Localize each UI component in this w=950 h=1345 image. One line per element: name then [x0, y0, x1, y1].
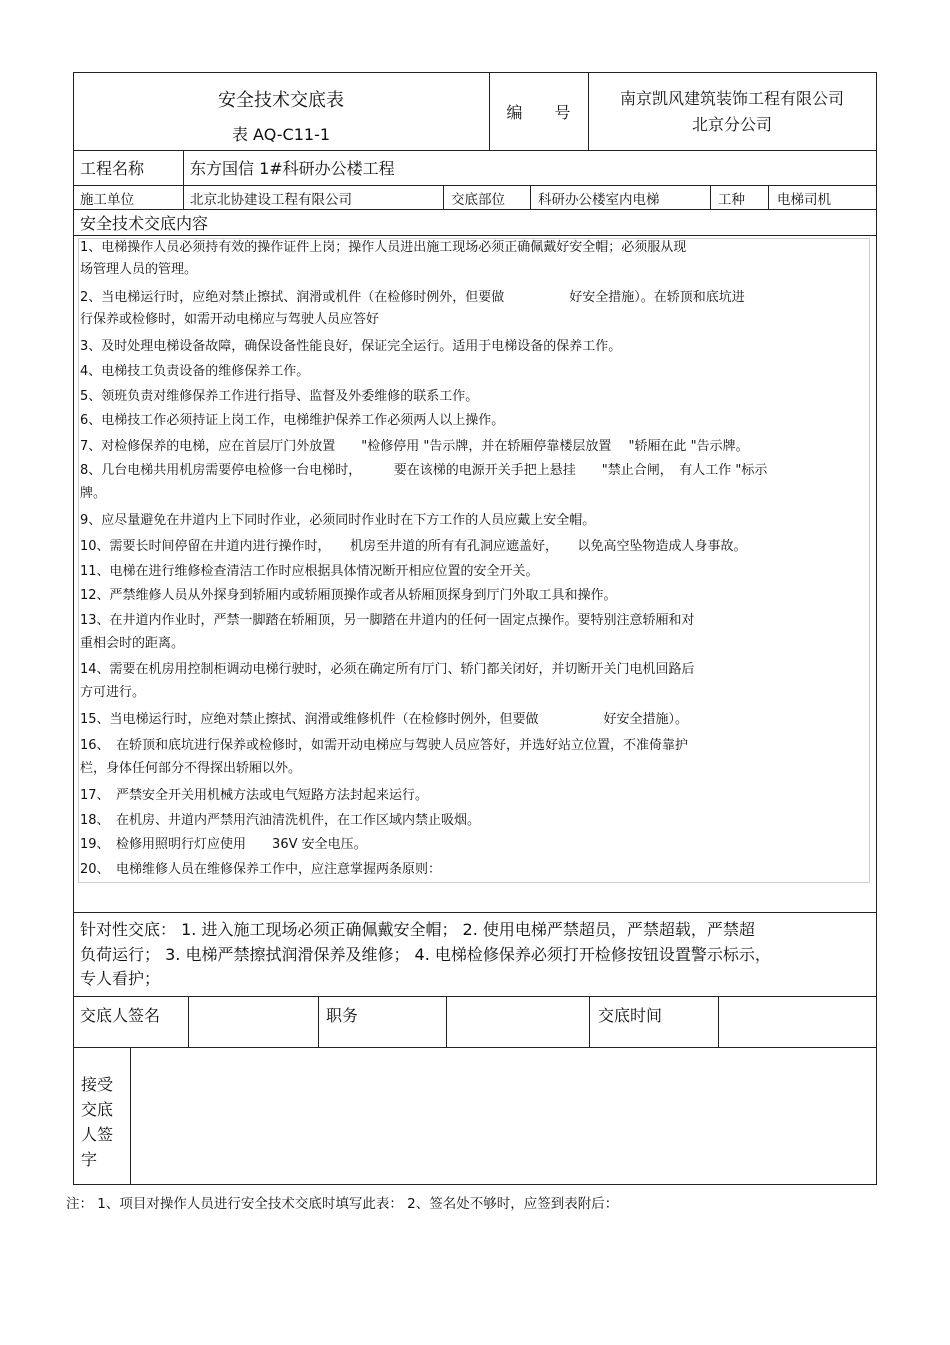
content-line: 重相会时的距离。 [80, 636, 185, 651]
content-line: 2、当电梯运行时，应绝对禁止擦拭、润滑或机件（在检修时例外，但要做 好安全措施）。在轿顶和底坑进 [80, 290, 745, 305]
targeted-line-1: 针对性交底： 1. 进入施工现场必须正确佩戴安全帽； 2. 使用电梯严禁超员，严禁超载，严禁超 [80, 920, 755, 939]
receiver-label: 接受 [81, 1075, 114, 1094]
footnote: 注： 1、项目对操作人员进行安全技术交底时填写此表： 2、签名处不够时，应签到表附后： [66, 1196, 619, 1212]
part-value: 科研办公楼室内电梯 [538, 192, 660, 208]
content-line: 4、电梯技工负责设备的维修保养工作。 [80, 364, 310, 379]
content-line: 19、 检修用照明行灯应使用 36V 安全电压。 [80, 837, 367, 852]
trade-label: 工种 [718, 192, 745, 208]
content-line: 10、需要长时间停留在井道内进行操作时， 机房至井道的所有有孔洞应遮盖好， 以免高空坠物造成人身事故。 [80, 539, 747, 554]
number-label: 编 号 [506, 103, 571, 122]
content-line: 12、严禁维修人员从外探身到轿厢内或轿厢顶操作或者从轿厢顶探身到厅门外取工具和操作。 [80, 588, 617, 603]
project-name-value: 东方国信 1#科研办公楼工程 [190, 159, 395, 178]
content-line: 6、电梯技工作必须持证上岗工作，电梯维护保养工作必须两人以上操作。 [80, 413, 505, 428]
content-line: 3、及时处理电梯设备故障，确保设备性能良好，保证完全运行。适用于电梯设备的保养工作。 [80, 339, 622, 354]
form-title: 安全技术交底表 [218, 90, 344, 111]
content-line: 18、 在机房、井道内严禁用汽油清洗机件，在工作区域内禁止吸烟。 [80, 813, 481, 828]
giver-signature-field[interactable] [190, 998, 316, 1045]
content-heading: 安全技术交底内容 [80, 214, 209, 233]
content-line: 7、对检修保养的电梯，应在首层厅门外放置 "检修停用 "告示牌，并在轿厢停靠楼层放置 "轿厢在此 "告示牌。 [80, 439, 749, 454]
content-line: 1、电梯操作人员必须持有效的操作证件上岗；操作人员进出施工现场必须正确佩戴好安全帽；必须服从现 [80, 240, 687, 255]
content-line: 栏，身体任何部分不得探出轿厢以外。 [80, 761, 302, 776]
project-name-label: 工程名称 [80, 159, 145, 178]
content-line: 9、应尽量避免在井道内上下同时作业，必须同时作业时在下方工作的人员应戴上安全帽。 [80, 513, 596, 528]
time-field[interactable] [720, 998, 874, 1045]
company-branch: 北京分公司 [691, 115, 772, 134]
content-line: 8、几台电梯共用机房需要停电检修一台电梯时， 要在该梯的电源开关手把上悬挂 "禁止合闸， 有人工作 "标示 [80, 463, 768, 478]
position-label: 职务 [326, 1006, 359, 1025]
content-line: 14、需要在机房用控制柜调动电梯行驶时，必须在确定所有厅门、轿门都关闭好，并切断开关门电机回路后 [80, 662, 695, 677]
time-label: 交底时间 [598, 1006, 663, 1025]
content-line: 17、 严禁安全开关用机械方法或电气短路方法封起来运行。 [80, 788, 429, 803]
receiver-signature-field[interactable] [132, 1049, 874, 1182]
content-line: 行保养或检修时，如需开动电梯应与驾驶人员应答好 [80, 312, 380, 327]
content-line: 场管理人员的管理。 [80, 262, 198, 277]
receiver-label: 字 [81, 1150, 98, 1169]
unit-value: 北京北协建设工程有限公司 [190, 192, 352, 208]
content-line: 方可进行。 [80, 685, 146, 700]
position-field[interactable] [448, 998, 587, 1045]
form-code: 表 AQ-C11-1 [231, 125, 331, 144]
content-line: 11、电梯在进行维修检查清洁工作时应根据具体情况断开相应位置的安全开关。 [80, 564, 539, 579]
targeted-line-3: 专人看护； [80, 969, 161, 988]
unit-label: 施工单位 [80, 192, 134, 208]
content-line: 13、在井道内作业时，严禁一脚踏在轿厢顶，另一脚踏在井道内的任何一固定点操作。要特别注意轿厢和对 [80, 613, 695, 628]
targeted-line-2: 负荷运行； 3. 电梯严禁擦拭润滑保养及维修； 4. 电梯检修保养必须打开检修按钮设置警示标示， [80, 945, 771, 964]
trade-value: 电梯司机 [777, 192, 831, 208]
receiver-label: 人签 [81, 1125, 114, 1144]
content-line: 15、当电梯运行时，应绝对禁止擦拭、润滑或维修机件（在检修时例外，但要做 好安全措施）。 [80, 712, 689, 727]
receiver-label: 交底 [81, 1100, 114, 1119]
part-label: 交底部位 [451, 192, 505, 208]
company-name: 南京凯风建筑装饰工程有限公司 [619, 89, 844, 108]
content-line: 20、 电梯维修人员在维修保养工作中，应注意掌握两条原则： [80, 862, 442, 877]
content-line: 16、 在轿顶和底坑进行保养或检修时，如需开动电梯应与驾驶人员应答好，并选好站立位置，不准倚靠护 [80, 738, 689, 753]
giver-signature-label: 交底人签名 [80, 1006, 161, 1025]
content-line: 5、领班负责对维修保养工作进行指导、监督及外委维修的联系工作。 [80, 389, 479, 404]
content-line: 牌。 [80, 486, 107, 501]
